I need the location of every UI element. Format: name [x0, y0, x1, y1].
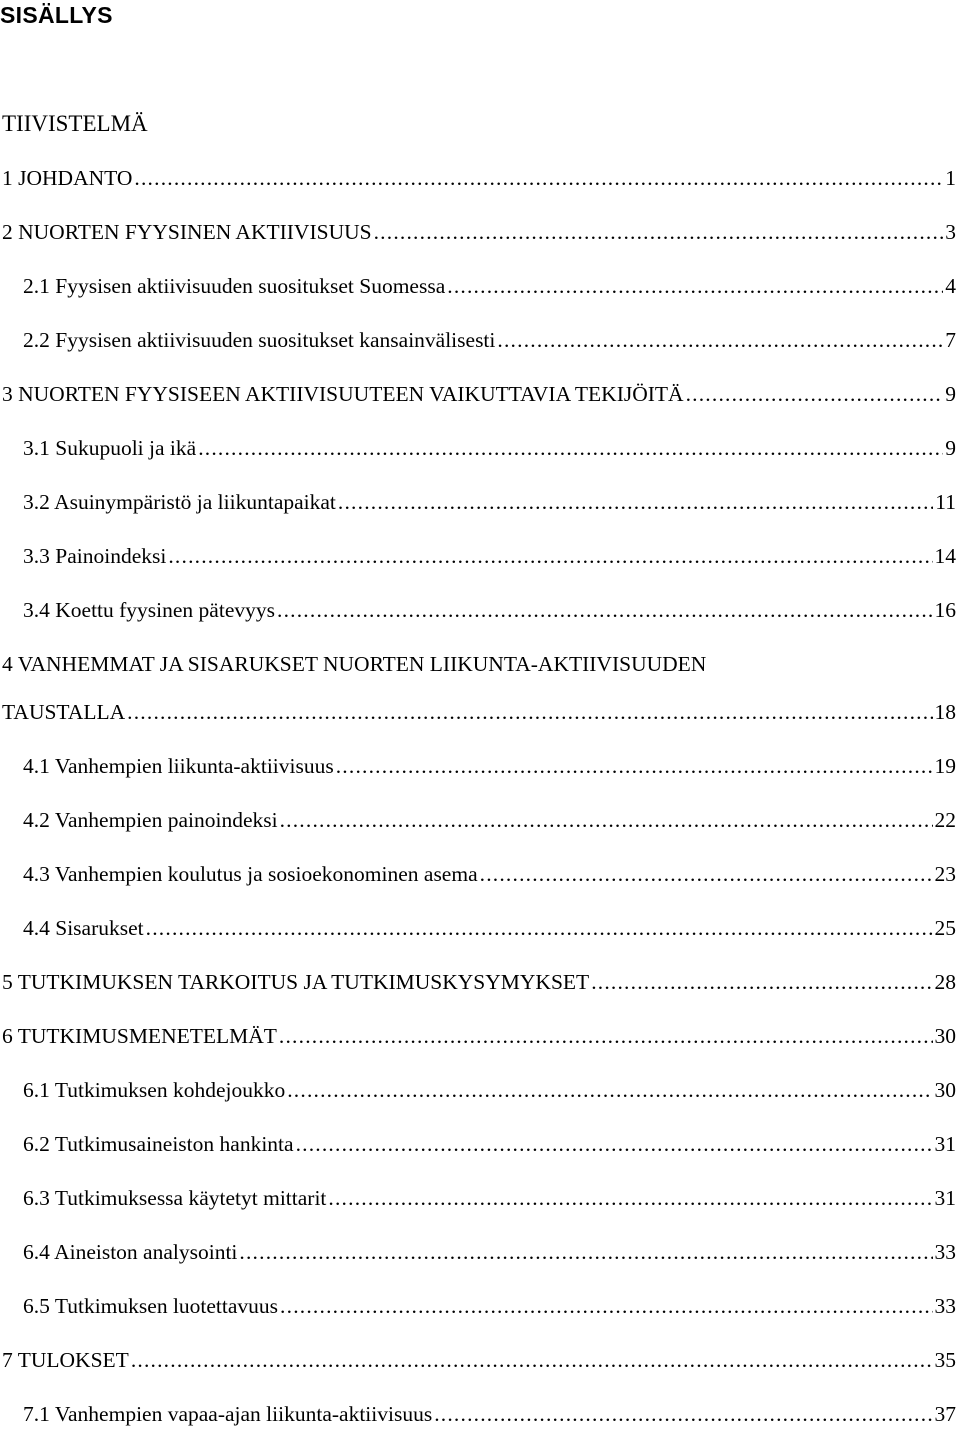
toc-entry[interactable] [23, 1400, 956, 1428]
toc-page-number: 16 [934, 598, 956, 622]
toc-dot-leader [134, 164, 943, 192]
toc-page-number: 18 [934, 700, 956, 724]
page-title: SISÄLLYS [0, 2, 113, 28]
toc-entry[interactable] [2, 698, 956, 726]
toc-entry[interactable] [23, 488, 956, 516]
toc-dot-leader [280, 806, 933, 834]
toc-entry[interactable] [23, 596, 956, 624]
toc-entry-label: 2.1 Fyysisen aktiivisuuden suositukset Suomessa [23, 274, 446, 298]
toc-dot-leader [447, 272, 943, 300]
toc-dot-leader [328, 1184, 932, 1212]
toc-dot-leader [146, 914, 933, 942]
toc-page-number: 22 [934, 808, 956, 832]
toc-entry[interactable] [2, 968, 956, 996]
toc-entry[interactable] [23, 1292, 956, 1320]
toc-entry[interactable] [2, 1022, 956, 1050]
toc-dot-leader [338, 488, 933, 516]
toc-entry-label: 4.3 Vanhempien koulutus ja sosioekonominen asema [23, 862, 478, 886]
toc-page-number: 9 [945, 436, 956, 460]
toc-entry-label: 6.3 Tutkimuksessa käytetyt mittarit [23, 1186, 327, 1210]
toc-page-number: 37 [934, 1402, 956, 1426]
toc-dot-leader [277, 596, 933, 624]
toc-entry[interactable] [23, 1130, 956, 1158]
toc-entry-label: 7.1 Vanhempien vapaa-ajan liikunta-aktiivisuus [23, 1402, 433, 1426]
toc-entry-label: 6 TUTKIMUSMENETELMÄT [2, 1024, 277, 1048]
toc-entry-label: 3.4 Koettu fyysinen pätevyys [23, 598, 275, 622]
toc-page-number: 28 [934, 970, 956, 994]
toc-entry[interactable] [23, 272, 956, 300]
toc-entry[interactable] [23, 1238, 956, 1266]
toc-dot-leader [336, 752, 933, 780]
toc-entry[interactable] [23, 806, 956, 834]
toc-page-number: 31 [934, 1186, 956, 1210]
toc-dot-leader [168, 542, 932, 570]
toc-entry-label: 6.1 Tutkimuksen kohdejoukko [23, 1078, 286, 1102]
toc-entry-label-line1: 4 VANHEMMAT JA SISARUKSET NUORTEN LIIKUNTA-AKTIIVISUUDEN [2, 652, 707, 676]
toc-entry-label: 3 NUORTEN FYYSISEEN AKTIIVISUUTEEN VAIKUTTAVIA TEKIJÖITÄ [2, 382, 684, 406]
toc-entry[interactable] [2, 1346, 956, 1374]
toc-entry[interactable] [23, 752, 956, 780]
toc-dot-leader [497, 326, 943, 354]
toc-entry-label: 4.2 Vanhempien painoindeksi [23, 808, 278, 832]
toc-page-number: 31 [934, 1132, 956, 1156]
toc-entry[interactable] [23, 326, 956, 354]
toc-entry-label: 6.5 Tutkimuksen luotettavuus [23, 1294, 279, 1318]
toc-page-number: 19 [934, 754, 956, 778]
toc-entry-label: 4.1 Vanhempien liikunta-aktiivisuus [23, 754, 334, 778]
toc-entry-label: 5 TUTKIMUKSEN TARKOITUS JA TUTKIMUSKYSYMYKSET [2, 970, 590, 994]
toc-page-number: 23 [934, 862, 956, 886]
toc-entry-label: 4.4 Sisarukset [23, 916, 144, 940]
toc-dot-leader [591, 968, 932, 996]
toc-dot-leader [480, 860, 933, 888]
abstract-heading: TIIVISTELMÄ [2, 111, 148, 136]
toc-entry-label: 3.1 Sukupuoli ja ikä [23, 436, 197, 460]
toc-entry[interactable] [23, 1184, 956, 1212]
toc-dot-leader [239, 1238, 932, 1266]
toc-entry-label: 1 JOHDANTO [2, 166, 133, 190]
toc-dot-leader [127, 698, 932, 726]
toc-entry-label: 2 NUORTEN FYYSINEN AKTIIVISUUS [2, 220, 372, 244]
toc-entry[interactable] [2, 218, 956, 246]
toc-entry-label: TAUSTALLA [2, 700, 126, 724]
toc-entry-label: 6.2 Tutkimusaineiston hankinta [23, 1132, 294, 1156]
toc-page-number: 30 [934, 1024, 956, 1048]
toc-dot-leader [374, 218, 944, 246]
toc-dot-leader [287, 1076, 932, 1104]
toc-page-number: 30 [934, 1078, 956, 1102]
toc-dot-leader [280, 1292, 932, 1320]
toc-dot-leader [434, 1400, 932, 1428]
toc-page-number: 1 [945, 166, 956, 190]
toc-entry[interactable] [23, 1076, 956, 1104]
toc-entry-label: 3.3 Painoindeksi [23, 544, 167, 568]
toc-entry-label: 2.2 Fyysisen aktiivisuuden suositukset kansainvälisesti [23, 328, 496, 352]
toc-page-number: 7 [945, 328, 956, 352]
toc-entry[interactable] [2, 164, 956, 192]
toc-entry[interactable] [23, 860, 956, 888]
toc-dot-leader [296, 1130, 933, 1158]
toc-page-number: 33 [934, 1240, 956, 1264]
toc-dot-leader [198, 434, 943, 462]
toc-entry-label: 3.2 Asuinympäristö ja liikuntapaikat [23, 490, 336, 514]
toc-page-number: 33 [934, 1294, 956, 1318]
toc-entry[interactable] [23, 434, 956, 462]
toc-entry-label: 6.4 Aineiston analysointi [23, 1240, 238, 1264]
toc-page-number: 25 [934, 916, 956, 940]
toc-page-number: 14 [934, 544, 956, 568]
toc-entry[interactable] [2, 380, 956, 408]
toc-page-number: 11 [935, 490, 956, 514]
toc-entry-label: 7 TULOKSET [2, 1348, 129, 1372]
toc-page-number: 9 [945, 382, 956, 406]
toc-page-number: 3 [945, 220, 956, 244]
toc-page-number: 4 [945, 274, 956, 298]
toc-dot-leader [131, 1346, 933, 1374]
toc-dot-leader [279, 1022, 933, 1050]
toc-page-number: 35 [934, 1348, 956, 1372]
toc-entry[interactable] [23, 914, 956, 942]
toc-entry[interactable] [23, 542, 956, 570]
toc-dot-leader [686, 380, 944, 408]
